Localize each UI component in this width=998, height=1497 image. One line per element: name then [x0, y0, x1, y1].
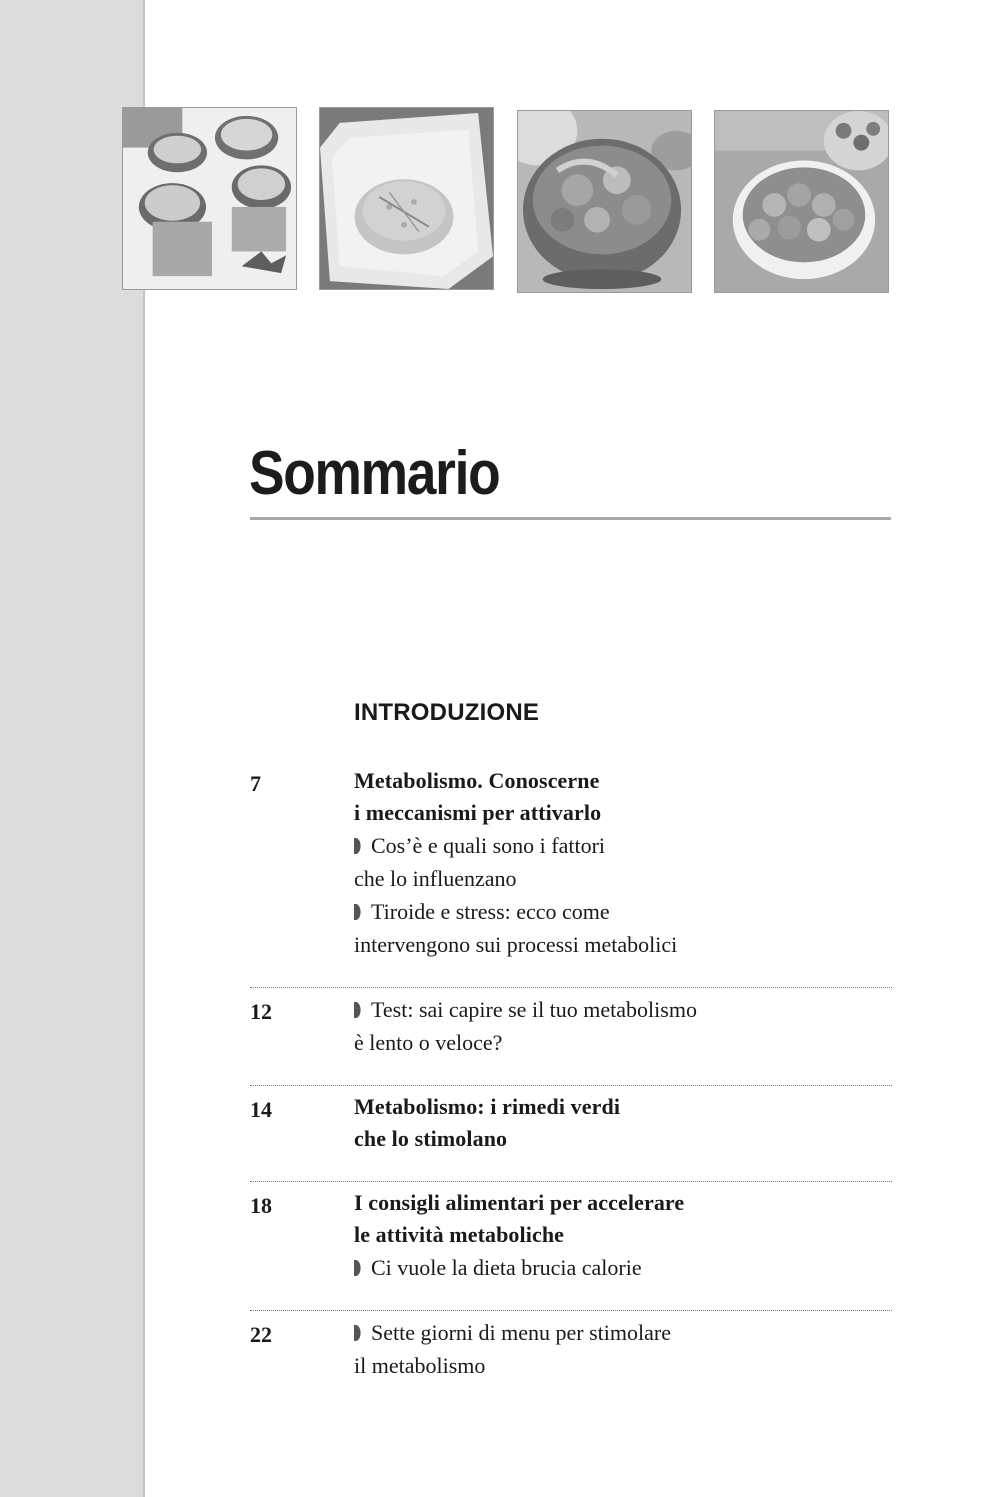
toc-subitem-line: [354, 862, 892, 895]
toc-subitem-text: Ci vuole la dieta brucia calorie: [371, 1255, 642, 1280]
toc-entry-body: [354, 765, 892, 961]
toc-subitem: [354, 993, 892, 1059]
bullet-icon: [354, 1325, 361, 1341]
toc-subitem-text: Cos’è e quali sono i fattori: [371, 833, 606, 858]
toc-page-number: 14: [250, 1097, 272, 1122]
page-title: Sommario: [249, 439, 500, 508]
toc-subitem-text: è lento o veloce?: [354, 1030, 503, 1055]
toc-subitem-line: [354, 1251, 892, 1284]
title-rule: [250, 517, 891, 520]
toc-subitem-text: intervengono sui processi metabolici: [354, 932, 678, 957]
table-of-contents: [250, 765, 892, 1408]
bullet-icon: [354, 838, 361, 854]
toc-subitem-line: [354, 829, 892, 862]
photo-zucchini-rolls: [122, 107, 297, 290]
toc-title-line: i meccanismi per attivarlo: [354, 800, 602, 825]
toc-subitem-line: [354, 895, 892, 928]
toc-entry-body: [354, 1316, 892, 1382]
bullet-icon: [354, 904, 361, 920]
toc-entry[interactable]: [250, 1181, 892, 1310]
photo-risotto: [319, 107, 494, 290]
bullet-icon: [354, 1260, 361, 1276]
toc-subitem: [354, 895, 892, 961]
toc-title-line: Metabolismo: i rimedi verdi: [354, 1094, 621, 1119]
toc-entry[interactable]: [250, 1085, 892, 1181]
toc-page-number: 22: [250, 1322, 272, 1347]
toc-page-number: 7: [250, 771, 261, 796]
photo-onion-bowl: [714, 110, 889, 293]
toc-page-number: 12: [250, 999, 272, 1024]
toc-entry[interactable]: [250, 987, 892, 1085]
toc-title-line: Metabolismo. Conoscerne: [354, 768, 600, 793]
toc-subitem: [354, 829, 892, 895]
toc-subitem: [354, 1251, 892, 1284]
toc-subitem-text: Sette giorni di menu per stimolare: [371, 1320, 671, 1345]
bullet-icon: [354, 1002, 361, 1018]
toc-subitem-line: [354, 1026, 892, 1059]
toc-entry-body: [354, 1187, 892, 1284]
toc-entry-title: [354, 1187, 892, 1251]
photo-vegetable-bowl: [517, 110, 692, 293]
toc-title-line: I consigli alimentari per accelerare: [354, 1190, 685, 1215]
toc-subitem-line: [354, 1349, 892, 1382]
toc-entry-title: [354, 1091, 892, 1155]
toc-subitem-text: Tiroide e stress: ecco come: [371, 899, 610, 924]
toc-subitem-line: [354, 928, 892, 961]
toc-page-number: 18: [250, 1193, 272, 1218]
toc-subitem-line: [354, 1316, 892, 1349]
toc-entry[interactable]: [250, 1310, 892, 1408]
toc-subitem-line: [354, 993, 892, 1026]
toc-subitem-text: Test: sai capire se il tuo metabolismo: [371, 997, 697, 1022]
toc-title-line: che lo stimolano: [354, 1126, 508, 1151]
toc-entry-title: [354, 765, 892, 829]
toc-entry[interactable]: [250, 765, 892, 987]
toc-title-line: le attività metaboliche: [354, 1222, 565, 1247]
toc-subitem-text: che lo influenzano: [354, 866, 517, 891]
section-heading: INTRODUZIONE: [354, 699, 540, 726]
toc-entry-body: [354, 1091, 892, 1155]
toc-entry-body: [354, 993, 892, 1059]
toc-subitem-text: il metabolismo: [354, 1353, 486, 1378]
toc-subitem: [354, 1316, 892, 1382]
